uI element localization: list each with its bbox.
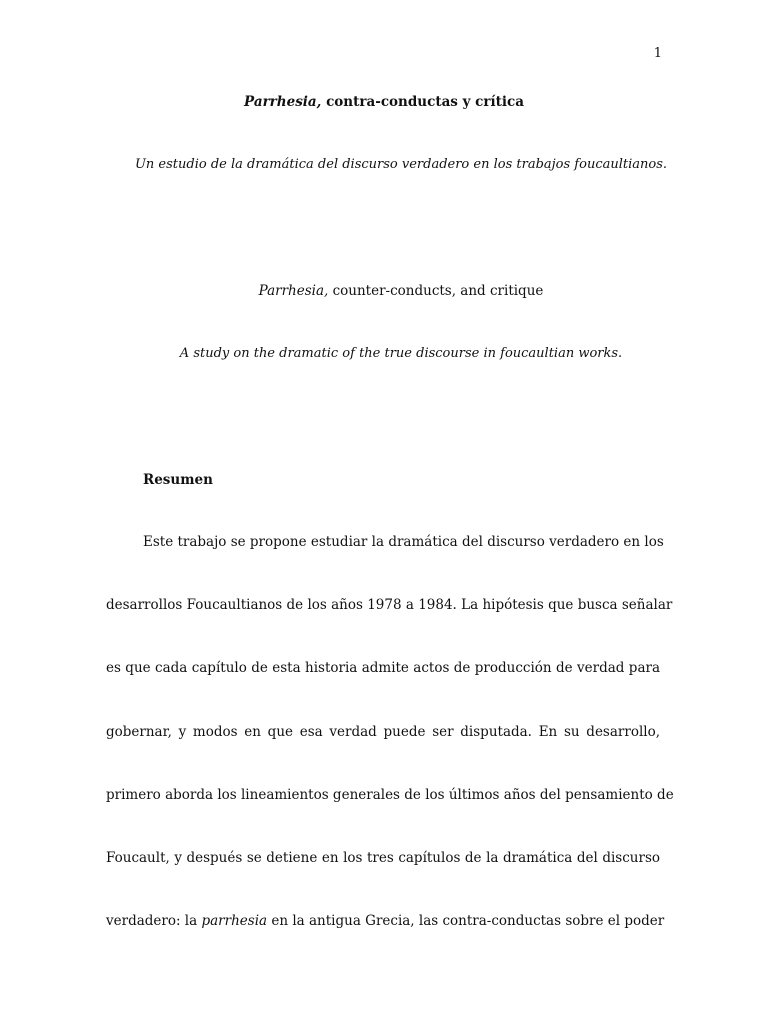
- abstract-heading: Resumen: [143, 472, 213, 488]
- last-line-after: en la antigua Grecia, las contra-conductas sobre el poder: [271, 913, 665, 930]
- abstract-line: gobernar, y modos en que esa verdad puede ser disputada. En su desarrollo,: [106, 723, 660, 740]
- page-number: 1: [653, 46, 662, 61]
- abstract-line: primero aborda los lineamientos generales de los últimos años del pensamiento de: [106, 786, 674, 803]
- english-subtitle: A study on the dramatic of the true discourse in foucaultian works.: [179, 346, 623, 361]
- last-line-before: verdadero: la: [106, 913, 198, 930]
- abstract-line: Foucault, y después se detiene en los tres capítulos de la dramática del discurso: [106, 849, 660, 866]
- english-title: [0, 283, 768, 299]
- english-title-italic-term: Parrhesia,: [258, 283, 329, 299]
- abstract-body: [106, 520, 674, 962]
- abstract-line: desarrollos Foucaultianos de los años 1978 a 1984. La hipótesis que busca señalar: [106, 597, 673, 614]
- abstract-last-line: [106, 899, 665, 962]
- title-italic-term: Parrhesia,: [244, 94, 322, 110]
- document-subtitle: Un estudio de la dramática del discurso verdadero en los trabajos foucaultianos.: [134, 157, 668, 172]
- title-rest: contra-conductas y crítica: [321, 94, 524, 110]
- abstract-line: es que cada capítulo de esta historia admite actos de producción de verdad para: [106, 660, 660, 677]
- abstract-line: Este trabajo se propone estudiar la dramática del discurso verdadero en los: [143, 534, 664, 550]
- last-line-italic-term: parrhesia: [201, 913, 268, 930]
- document-title: [0, 94, 768, 110]
- english-title-rest: counter-conducts, and critique: [328, 283, 544, 299]
